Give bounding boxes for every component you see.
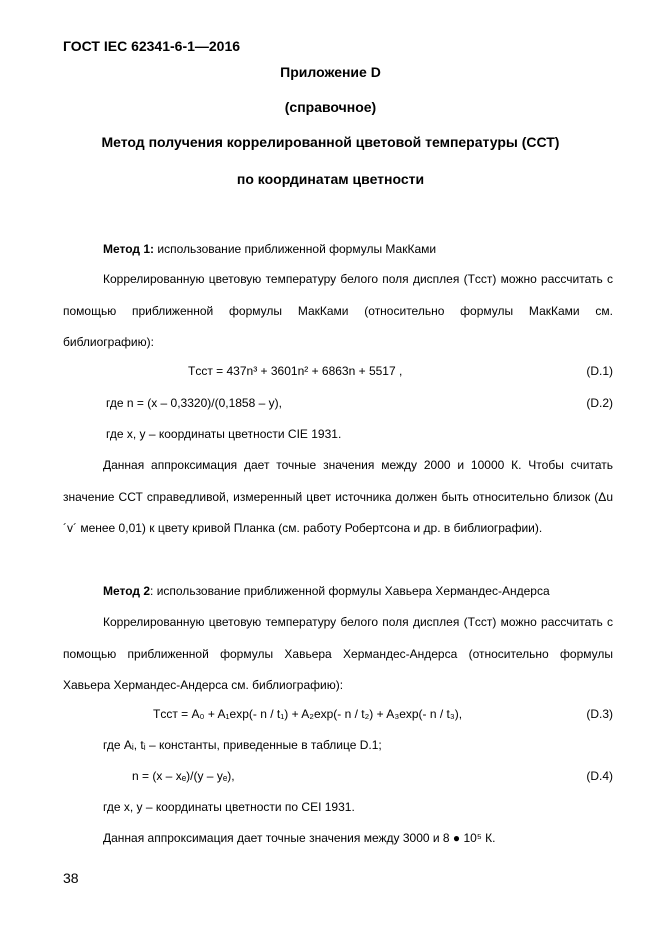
method2-where-1: где Aᵢ, tᵢ – константы, приведенные в таблице D.1; [103,738,382,752]
equation-d2-number: (D.2) [586,396,613,410]
equation-d1-number: (D.1) [586,364,613,378]
equation-d1: Tсст = 437n³ + 3601n² + 6863n + 5517 , [188,364,403,378]
page-number: 38 [63,870,79,886]
method2-heading [103,584,550,598]
method1-paragraph-2: Данная аппроксимация дает точные значения между 2000 и 10000 К. Чтобы считать значение ССТ справедливой, измеренный цвет источника должен быть относительно близок (Δu´v´ менее 0,01) к цвету кривой Планка (см. работу Робертсона и др. в библиографии). [63,458,613,535]
method1-heading [103,242,436,256]
method2-paragraph-1: Коррелированную цветовую температуру белого поля дисплея (Tсст) можно рассчитать с помощью приближенной формулы Хавьера Хермандес-Андерса (относительно формулы Хавьера Хермандес-Андерса см. библиографию): [63,615,613,692]
appendix-title: Приложение D [280,64,381,80]
equation-d3: Tсст = A₀ + A₁exp(- n / t₁) + A₂exp(- n / t₂) + A₃exp(- n / t₃), [153,707,463,721]
method2-label: Метод 2 [103,584,151,598]
method1-label: Метод 1: [103,242,155,256]
heading-line-1: Метод получения коррелированной цветовой температуры (ССТ) [101,134,560,150]
appendix-kind: (справочное) [284,99,377,115]
method2-paragraph-2: Данная аппроксимация дает точные значения между 3000 и 8 ● 10⁵ К. [103,831,496,845]
equation-d4-number: (D.4) [586,769,613,783]
equation-d4: n = (x – xₑ)/(y – yₑ), [132,769,235,783]
method1-label-rest: использование приближенной формулы МакКами [154,242,437,256]
method1-paragraph-1: Коррелированную цветовую температуру белого поля дисплея (Tсст) можно рассчитать с помощью приближенной формулы МакКами (относительно формулы МакКами см. библиографию): [63,272,613,349]
heading-line-2: по координатам цветности [236,171,425,187]
method2-where-2: где x, y – координаты цветности по CEI 1931. [103,800,355,814]
equation-d2: где n = (x – 0,3320)/(0,1858 – y), [106,396,282,410]
method1-where: где x, y – координаты цветности CIE 1931. [106,427,342,441]
method2-label-rest: : использование приближенной формулы Хавьера Хермандес-Андерса [150,584,550,598]
standard-id: ГОСТ IEC 62341-6-1—2016 [63,38,241,54]
equation-d3-number: (D.3) [586,707,613,721]
